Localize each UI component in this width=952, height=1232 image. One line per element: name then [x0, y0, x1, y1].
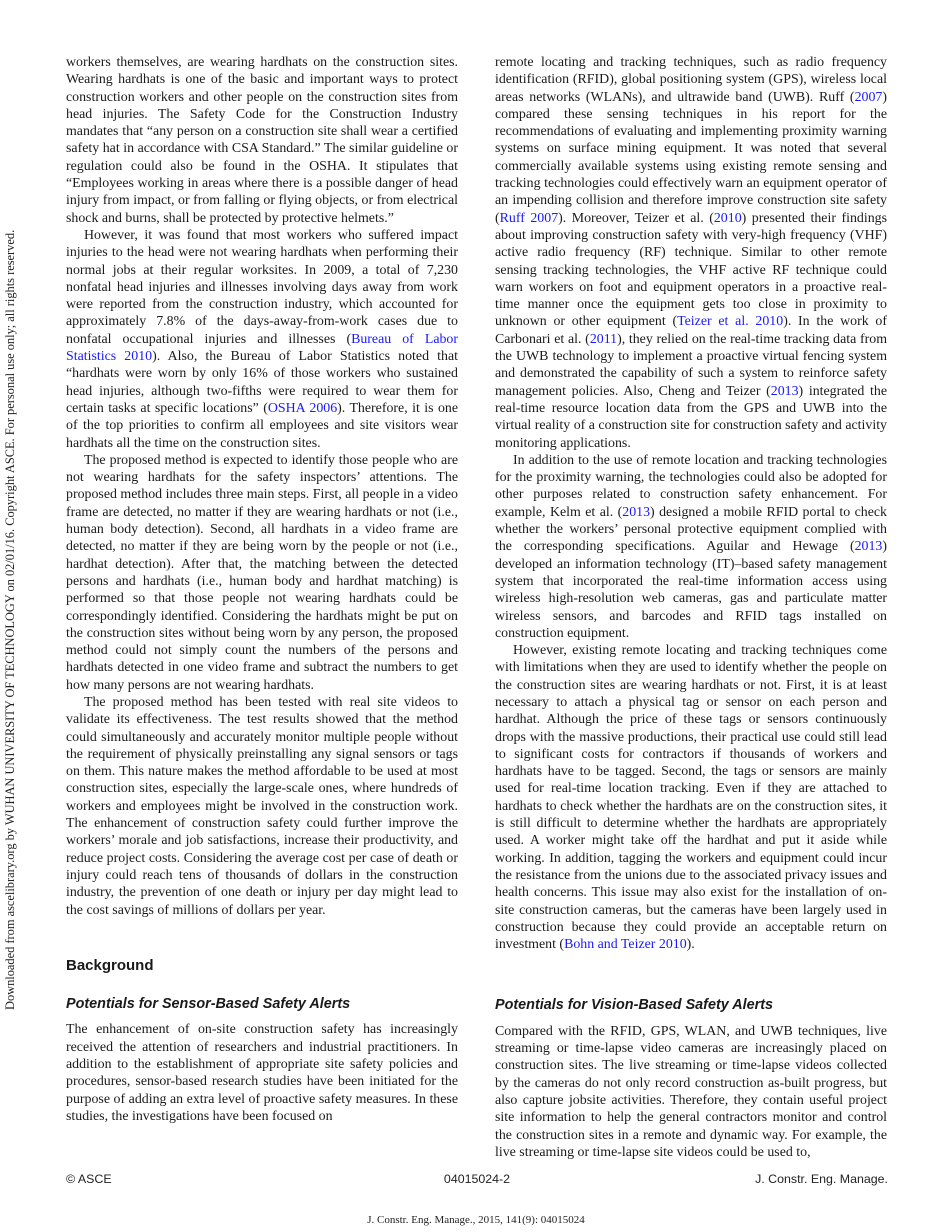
text-run: ). [686, 937, 695, 953]
citation-link[interactable]: 2013 [622, 504, 651, 520]
paragraph [495, 452, 887, 642]
section-heading: Background [66, 956, 154, 974]
paragraph [495, 642, 887, 953]
text-run: ) designed a mobile RFID portal to check whether the workers’ personal protective equipment complied with the corresponding specifications. Aguilar and Hewage ( [495, 504, 888, 555]
citation-link[interactable]: Ruff 2007 [499, 210, 559, 226]
paragraph [66, 227, 458, 452]
text-run: ). Also, the Bureau of Labor Statistics noted that “hardhats were worn by only 16% of those workers who sustained head injuries, although two-fifths were required to wear them for certain tasks at specific locations” ( [66, 349, 458, 416]
text-run: ). Therefore, it is one of the top priorities to confirm all employees and site visitors wear hardhats all the time on the construction sites. [66, 400, 459, 451]
paragraph: The proposed method has been tested with real site videos to validate its effectiveness. The test results showed that the method could simultaneously and accurately monitor multiple people without the requirement of physically preinstalling any signal sensors or tags on them. This nature makes the method affordable to be used at most construction sites, especially the large-scale ones, where hundreds of workers and employees might be involved in the construction work. The enhancement of construction safety could further improve the workers’ morale and job satisfactions, increase their productivity, and reduce project costs. Considering the average cost per case of death or injury could reach tens of thousands of dollars in the construction industry, the prevention of one death or injury per day might lead to the cost savings of millions of dollars per year. [66, 694, 458, 918]
text-run: ) developed an information technology (IT)–based safety management system that incorporated the real-time information access using wireless high-resolution web cameras, gas and particulate matter wireless sensors, and barcodes and RFID tags installed on construction equipment. [495, 539, 887, 641]
right-column [495, 54, 887, 1161]
paragraph [495, 54, 887, 452]
journal-name: J. Constr. Eng. Manage. [755, 1172, 888, 1186]
journal-citation: J. Constr. Eng. Manage., 2015, 141(9): 04015024 [367, 1214, 585, 1226]
text-run: ). Moreover, Teizer et al. ( [558, 210, 714, 226]
citation-link[interactable]: Bohn and Teizer 2010 [564, 937, 687, 953]
text-run: In addition to the use of remote location and tracking technologies for the proximity warning, the technologies could also be adopted for other purposes related to construction safety enhancement. For example, Kelm et al. ( [495, 452, 887, 520]
copyright-label: © ASCE [66, 1172, 112, 1186]
paragraph: Compared with the RFID, GPS, WLAN, and UWB techniques, live streaming or time-lapse video cameras are increasingly placed on construction sites. The live streaming or time-lapse videos collected by the cameras do not only record construction as-built progress, but also capture jobsite activities. Therefore, they contain useful project site information to help the general contractors monitor and control the construction sites in a remote and dynamic way. For example, the live streaming or time-lapse site videos could be used to, [495, 1023, 887, 1160]
text-run: However, existing remote locating and tracking techniques come with limitations when they are used to identify whether the people on the construction sites are wearing hardhats or not. First, it is at least necessary to attach a physical tag or sensor on each person and hardhat. Although the price of these tags or sensors continuously drops with the massive productions, their practical use could still lead to significant costs for contractors if thousands of workers and hardhats have to be tagged. Second, the tags or sensors are mainly used for real-time location tracking. Even if they are attached to hardhats to check whether the hardhats are on the construction sites, it is still difficult to determine whether the hardhats are appropriately used. A worker might take off the hardhat and put it aside while working. In addition, tagging the workers and equipment could incur the resistance from the unions due to the associated privacy issues and health concerns. This issue may also exist for the installation of on-site construction cameras, but the cameras have been largely used in construction because they could provide an acceptable return on investment ( [495, 643, 887, 953]
citation-link[interactable]: OSHA 2006 [267, 400, 338, 416]
citation-link[interactable]: 2011 [589, 331, 618, 347]
citation-link[interactable]: Bureau of Labor Statistics 2010 [66, 331, 458, 365]
text-run: remote locating and tracking techniques, such as radio frequency identification (RFID), global positioning system (GPS), wireless local areas networks (WLANs), and ultrawide band (UWB). Ruff ( [495, 55, 887, 105]
text-run: ) compared these sensing techniques in his report for the recommendations of evaluating and implementing proximity warning systems on surface mining equipment. It was noted that several commercially available systems using existing remote sensing and tracking technologies could effectively warn an equipment operator of an impending collision and therefore improve construction site safety ( [495, 89, 887, 226]
citation-link[interactable]: 2007 [854, 89, 883, 105]
subsection-heading: Potentials for Sensor-Based Safety Alerts [66, 996, 351, 1013]
subsection-heading: Potentials for Vision-Based Safety Alerts [495, 997, 774, 1014]
text-run: However, it was found that most workers who suffered impact injuries to the head were not wearing hardhats when performing their normal jobs at their regular worksites. In 2009, a total of 7,230 nonfatal head injuries and illnesses involving days away from work were reported from the construction industry, which accounted for approximately 7.8% of the days-away-from-work cases due to nonfatal occupational injuries and illnesses ( [66, 227, 458, 347]
download-notice: Downloaded from ascelibrary.org by WUHAN UNIVERSITY OF TECHNOLOGY on 02/01/16. Copyright ASCE. For personal use only; all rights reserved. [3, 229, 17, 1010]
citation-link[interactable]: Teizer et al. 2010 [677, 314, 784, 330]
paragraph: The enhancement of on-site construction safety has increasingly received the attention of researchers and industrial practitioners. In addition to the establishment of appropriate site safety policies and procedures, sensor-based research studies have been initiated for the purpose of adding an extra level of proactive safety measures. In these studies, the investigations have been focused on [66, 1022, 458, 1124]
left-column [66, 54, 458, 1125]
citation-link[interactable]: 2010 [713, 210, 742, 226]
citation-link[interactable]: 2013 [770, 383, 799, 399]
page-number: 04015024-2 [443, 1172, 511, 1186]
paragraph: workers themselves, are wearing hardhats on the construction sites. Wearing hardhats is one of the basic and important ways to protect construction workers and other people on the construction sites from head injuries. The Safety Code for the Construction Industry mandates that “any person on a construction site shall wear a certified safety hat in accordance with CSA Standard.” The similar guideline or regulation could also be found in the OSHA. It stipulates that “Employees working in areas where there is a possible danger of head injury from impact, or from falling or flying objects, or from electrical shock and burns, shall be protected by protective helmets.” [66, 55, 458, 226]
text-run: ) integrated the real-time resource location data from the GPS and UWB into the virtual reality of a construction site for construction safety and activity monitoring applications. [495, 383, 888, 451]
text-run: ) presented their findings about improving construction safety with very-high frequency (VHF) active radio frequency (RF) technique. Similar to other remote sensing tracking technologies, the VHF active RF technique could warn workers on foot and equipment operators in a proactive real-time manner once the equipment gets too close in proximity to unknown or other equipment ( [495, 210, 887, 330]
citation-link[interactable]: 2013 [854, 539, 883, 555]
text-run: ), they relied on the real-time tracking data from the UWB technology to implement a proactive virtual fencing system and demonstrated the capability of such a system to reinforce safety management policies. Also, Cheng and Teizer ( [495, 331, 887, 399]
text-run: ). In the work of Carbonari et al. ( [495, 314, 887, 347]
paragraph: The proposed method is expected to identify those people who are not wearing hardhats for the safety inspectors’ attentions. The proposed method includes three main steps. First, all people in a video frame are detected, no matter if they are wearing hardhats or not (i.e., human body detection). Second, all hardhats in a video frame are detected, no matter if they are being worn by the people or not (i.e., hardhat detection). After that, the matching between the detected persons and hardhats (i.e., human body and hardhat matching) is performed so that those people not wearing hardhats could be correspondingly identified. Considering the hardhats might be put on the construction sites without being worn by any person, the proposed method could not simply count the numbers of the persons and hardhats detected in one video frame and subtract the numbers to get how many persons are not wearing hardhats. [66, 452, 458, 693]
